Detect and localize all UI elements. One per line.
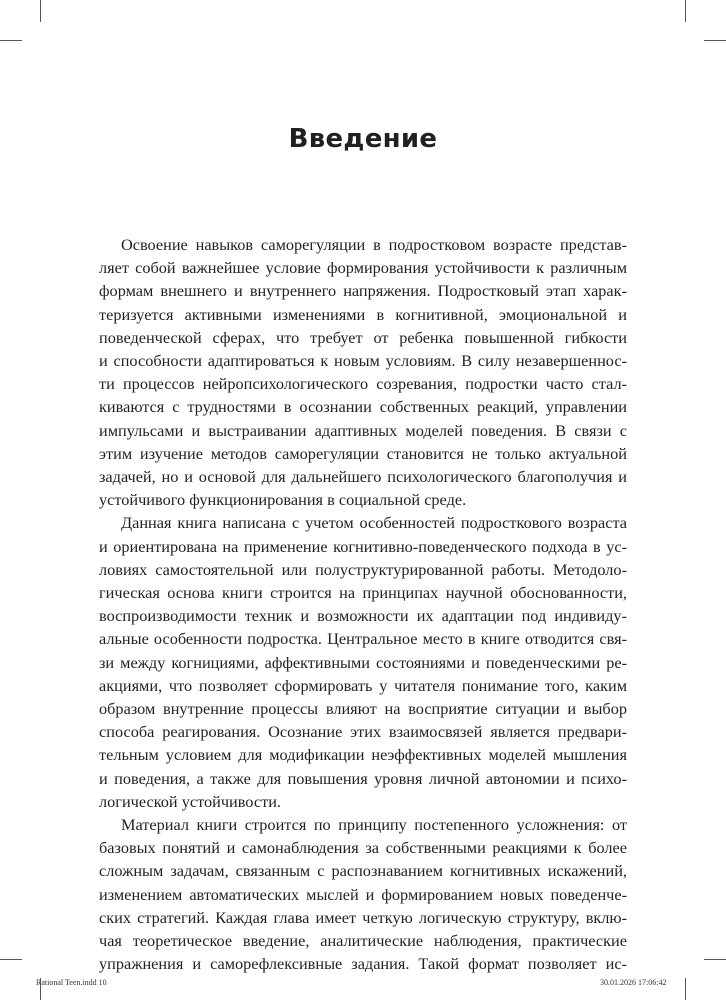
text-line: поведенческой сферах, что требует от ребенка повышенной гибкости: [99, 327, 627, 347]
footer-file-name: Rational Teen.indd 10: [36, 978, 107, 987]
crop-mark-bottom-left: [0, 959, 22, 960]
text-line: Данная книга написана с учетом особенностей подросткового возраста: [121, 513, 627, 533]
text-line: акциями, что позволяет сформировать у читателя понимание того, каким: [99, 675, 627, 695]
text-line: ских стратегий. Каждая глава имеет четкую логическую структуру, вклю-: [99, 907, 627, 927]
text-line: альные особенности подростка. Центральное место в книге отводится свя-: [99, 629, 627, 649]
text-line: способа реагирования. Осознание этих взаимосвязей является предвари-: [99, 722, 627, 742]
text-line: задачей, но и основой для дальнейшего психологического благополучия и: [99, 467, 627, 487]
text-line: импульсами и выстраивании адаптивных моделей поведения. В связи с: [99, 420, 627, 440]
text-line: киваются с трудностями в осознании собственных реакций, управлении: [99, 397, 627, 417]
paragraph-3: [99, 813, 627, 975]
text-line: воспроизводимости техник и возможности их адаптации под индивиду-: [99, 606, 627, 626]
text-line: гическая основа книги строится на принципах научной обоснованности,: [99, 583, 627, 603]
text-line: образом внутренние процессы влияют на восприятие ситуации и выбор: [99, 699, 627, 719]
body-text: [99, 233, 627, 976]
text-line: этим изучение методов саморегуляции становится не только актуальной: [99, 443, 627, 463]
text-line: теризуется активными изменениями в когнитивной, эмоциональной и: [99, 304, 627, 324]
text-line: ловиях самостоятельной или полуструктурированной работы. Методоло-: [99, 559, 627, 579]
text-line: ляет собой важнейшее условие формирования устойчивости к различным: [99, 258, 627, 278]
text-line: сложным задачам, связанным с распознаванием когнитивных искажений,: [99, 861, 627, 881]
text-line: формам внешнего и внутреннего напряжения. Подростковый этап харак-: [99, 281, 627, 301]
text-line: ти процессов нейропсихологического созревания, подростки часто стал-: [99, 374, 627, 394]
footer-timestamp: 30.01.2026 17:06:42: [600, 978, 667, 987]
text-line: тельным условием для модификации неэффективных моделей мышления: [99, 745, 627, 765]
text-line: Материал книги строится по принципу постепенного усложнения: от: [121, 815, 627, 835]
crop-mark-top-right-v: [685, 0, 686, 22]
text-line: логической устойчивости.: [99, 791, 281, 811]
crop-mark-top-left-v: [40, 0, 41, 22]
chapter-heading: Введение: [288, 124, 438, 154]
text-line: упражнения и саморефлексивные задания. Такой формат позволяет ис-: [99, 954, 627, 974]
text-line: зи между когнициями, аффективными состояниями и поведенческими ре-: [99, 652, 627, 672]
text-line: и поведения, а также для повышения уровня личной автономии и психо-: [99, 768, 627, 788]
text-line: чая теоретическое введение, аналитические наблюдения, практические: [99, 931, 627, 951]
text-line: изменением автоматических мыслей и формированием новых поведенче-: [99, 884, 627, 904]
text-line: устойчивого функционирования в социальной среде.: [99, 490, 467, 510]
paragraph-1: [99, 233, 627, 511]
text-line: и ориентирована на применение когнитивно-поведенческого подхода в ус-: [99, 536, 627, 556]
paragraph-2: [99, 511, 627, 813]
crop-mark-top-right: [704, 40, 726, 41]
text-line: и способности адаптироваться к новым условиям. В силу незавершеннос-: [99, 351, 627, 371]
text-line: базовых понятий и самонаблюдения за собственными реакциями к более: [99, 838, 627, 858]
text-line: Освоение навыков саморегуляции в подростковом возрасте представ-: [121, 235, 627, 254]
crop-mark-bottom-right: [704, 959, 726, 960]
crop-mark-bottom-right-v: [685, 978, 686, 1000]
crop-mark-top-left: [0, 40, 22, 41]
